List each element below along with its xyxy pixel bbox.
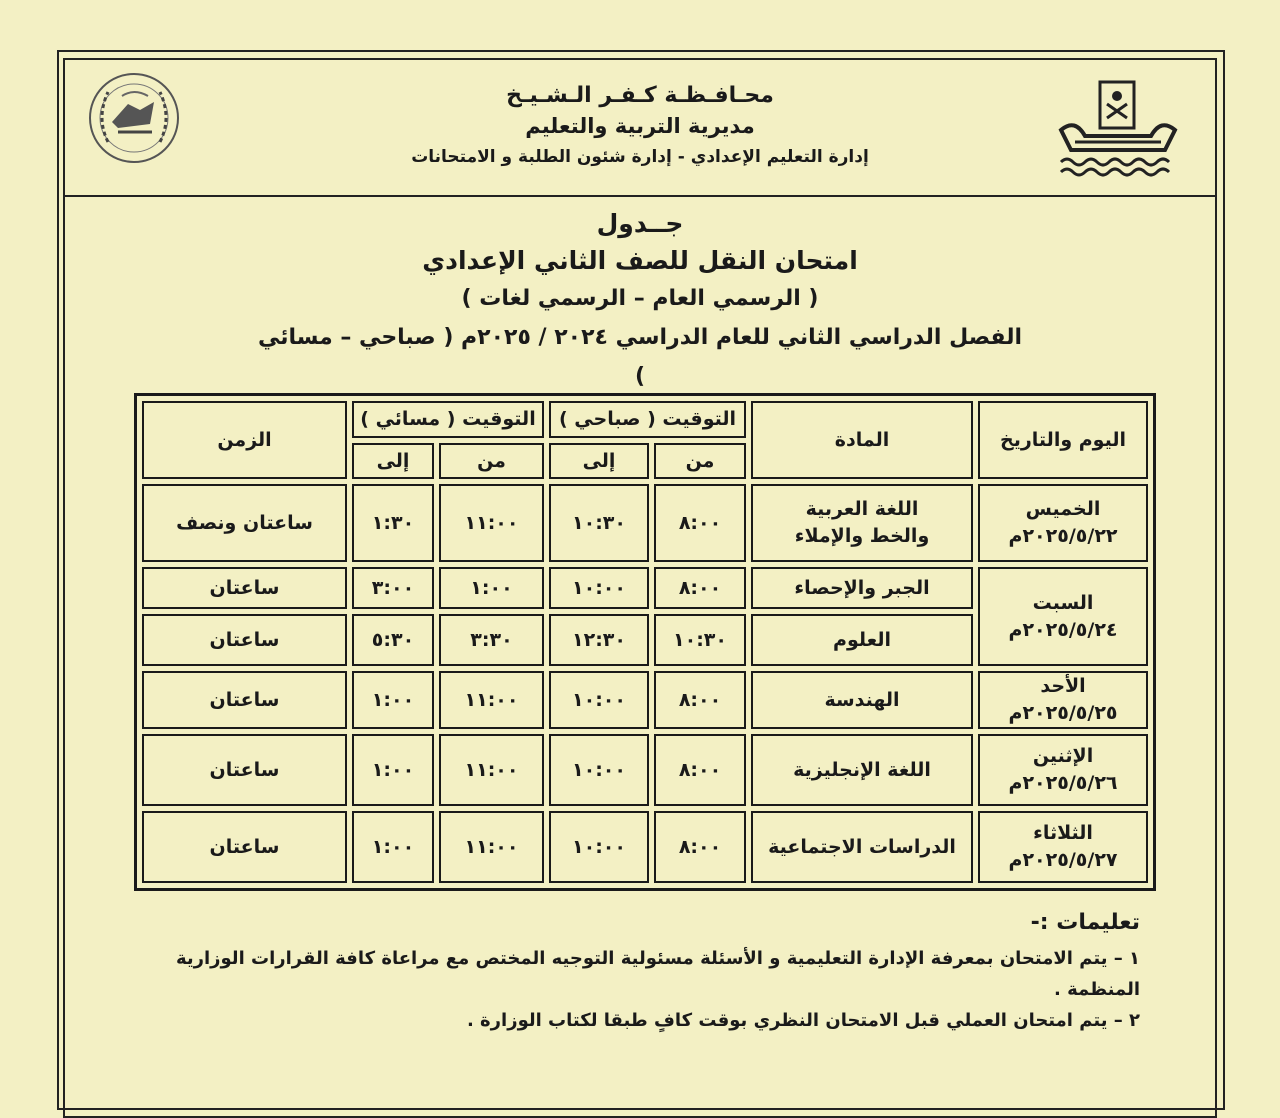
table-row [142, 671, 1148, 729]
header-morning-from: من [654, 443, 746, 480]
morning-from: ٨:٠٠ [654, 484, 746, 562]
day-date-cell [978, 734, 1148, 806]
header-day-date: اليوم والتاريخ [978, 401, 1148, 479]
morning-to: ١٢:٣٠ [549, 614, 649, 666]
table-row [142, 567, 1148, 609]
morning-to: ١٠:٠٠ [549, 567, 649, 609]
instruction-2: ٢ – يتم امتحان العملي قبل الامتحان النظري بوقت كافٍ طبقا لكتاب الوزارة . [466, 1010, 1140, 1031]
instructions [120, 910, 1140, 1036]
evening-from: ١١:٠٠ [439, 484, 544, 562]
header-morning-to: إلى [549, 443, 649, 480]
header-divider [63, 195, 1217, 197]
administration-name: إدارة التعليم الإعدادي - إدارة شئون الطلبة و الامتحانات [411, 147, 869, 167]
subject-cell: الهندسة [751, 671, 973, 729]
subject-cell: الدراسات الاجتماعية [751, 811, 973, 883]
duration-cell: ساعتان [142, 734, 347, 806]
header-morning: التوقيت ( صباحي ) [549, 401, 746, 438]
subject-line-2: والخط والإملاء [794, 525, 930, 547]
header-duration: الزمن [142, 401, 347, 479]
exam-date: ٢٠٢٥/٥/٢٢م [1008, 525, 1118, 547]
evening-from: ١:٠٠ [439, 567, 544, 609]
day-date-cell [978, 811, 1148, 883]
duration-cell: ساعتان [142, 671, 347, 729]
duration-cell: ساعتان [142, 567, 347, 609]
day-name: الإثنين [1032, 745, 1094, 767]
exam-date: ٢٠٢٥/٥/٢٧م [1008, 849, 1118, 871]
governorate-name: محـافـظـة كـفـر الـشـيـخ [506, 83, 774, 108]
header-evening: التوقيت ( مسائي ) [352, 401, 544, 438]
ministry-logo-icon [1055, 78, 1180, 178]
evening-from: ١١:٠٠ [439, 671, 544, 729]
evening-to: ١:٣٠ [352, 484, 434, 562]
subject-cell: اللغة الإنجليزية [751, 734, 973, 806]
duration-cell: ساعتان ونصف [142, 484, 347, 562]
header-row-1 [142, 401, 1148, 438]
table-row [142, 811, 1148, 883]
evening-from: ٣:٣٠ [439, 614, 544, 666]
day-name: الخميس [1025, 498, 1101, 520]
morning-from: ٨:٠٠ [654, 567, 746, 609]
day-name: السبت [1032, 591, 1094, 614]
morning-from: ١٠:٣٠ [654, 614, 746, 666]
instructions-title: تعليمات :- [1030, 910, 1140, 935]
duration-cell: ساعتان [142, 811, 347, 883]
tracks-subtitle: ( الرسمي العام – الرسمي لغات ) [461, 286, 819, 311]
morning-from: ٨:٠٠ [654, 811, 746, 883]
exam-date: ٢٠٢٥/٥/٢٦م [1008, 772, 1118, 794]
header-evening-to: إلى [352, 443, 434, 480]
day-date-cell [978, 671, 1148, 729]
exam-date: ٢٠٢٥/٥/٢٤م [1008, 618, 1118, 641]
table-heading: جــدول [596, 209, 684, 238]
evening-to: ٣:٠٠ [352, 567, 434, 609]
day-date-cell [978, 567, 1148, 666]
table-row [142, 484, 1148, 562]
morning-from: ٨:٠٠ [654, 671, 746, 729]
subject-cell: الجبر والإحصاء [751, 567, 973, 609]
morning-from: ٨:٠٠ [654, 734, 746, 806]
day-name: الأحد [1040, 675, 1086, 697]
evening-from: ١١:٠٠ [439, 811, 544, 883]
evening-to: ١:٠٠ [352, 734, 434, 806]
table-row [142, 734, 1148, 806]
morning-to: ١٠:٣٠ [549, 484, 649, 562]
morning-to: ١٠:٠٠ [549, 671, 649, 729]
evening-from: ١١:٠٠ [439, 734, 544, 806]
day-date-cell [978, 484, 1148, 562]
duration-cell: ساعتان [142, 614, 347, 666]
directorate-name: مديرية التربية والتعليم [525, 114, 755, 138]
letterhead [380, 80, 900, 173]
instruction-1-line-1: ١ – يتم الامتحان بمعرفة الإدارة التعليمية و الأسئلة مسئولية التوجيه المختص مع مراعاة كافة القرارات الوزارية [175, 948, 1140, 969]
evening-to: ١:٠٠ [352, 671, 434, 729]
exam-date: ٢٠٢٥/٥/٢٥م [1008, 702, 1118, 724]
subject-line-1: اللغة العربية [805, 498, 919, 520]
document-titles [250, 205, 1030, 396]
morning-to: ١٠:٠٠ [549, 811, 649, 883]
day-name: الثلاثاء [1033, 822, 1093, 844]
exam-schedule-table [134, 393, 1156, 891]
evening-to: ١:٠٠ [352, 811, 434, 883]
morning-to: ١٠:٠٠ [549, 734, 649, 806]
header-subject: المادة [751, 401, 973, 479]
evening-to: ٥:٣٠ [352, 614, 434, 666]
header-evening-from: من [439, 443, 544, 480]
exam-title: امتحان النقل للصف الثاني الإعدادي [422, 246, 858, 275]
subject-cell: العلوم [751, 614, 973, 666]
instruction-1-line-2: المنظمة . [1054, 979, 1140, 1000]
term-subtitle: الفصل الدراسي الثاني للعام الدراسي ٢٠٢٤ / ٢٠٢٥م ( صباحي – مسائي ) [257, 325, 1023, 389]
governorate-seal-icon [78, 62, 190, 174]
subject-cell [751, 484, 973, 562]
